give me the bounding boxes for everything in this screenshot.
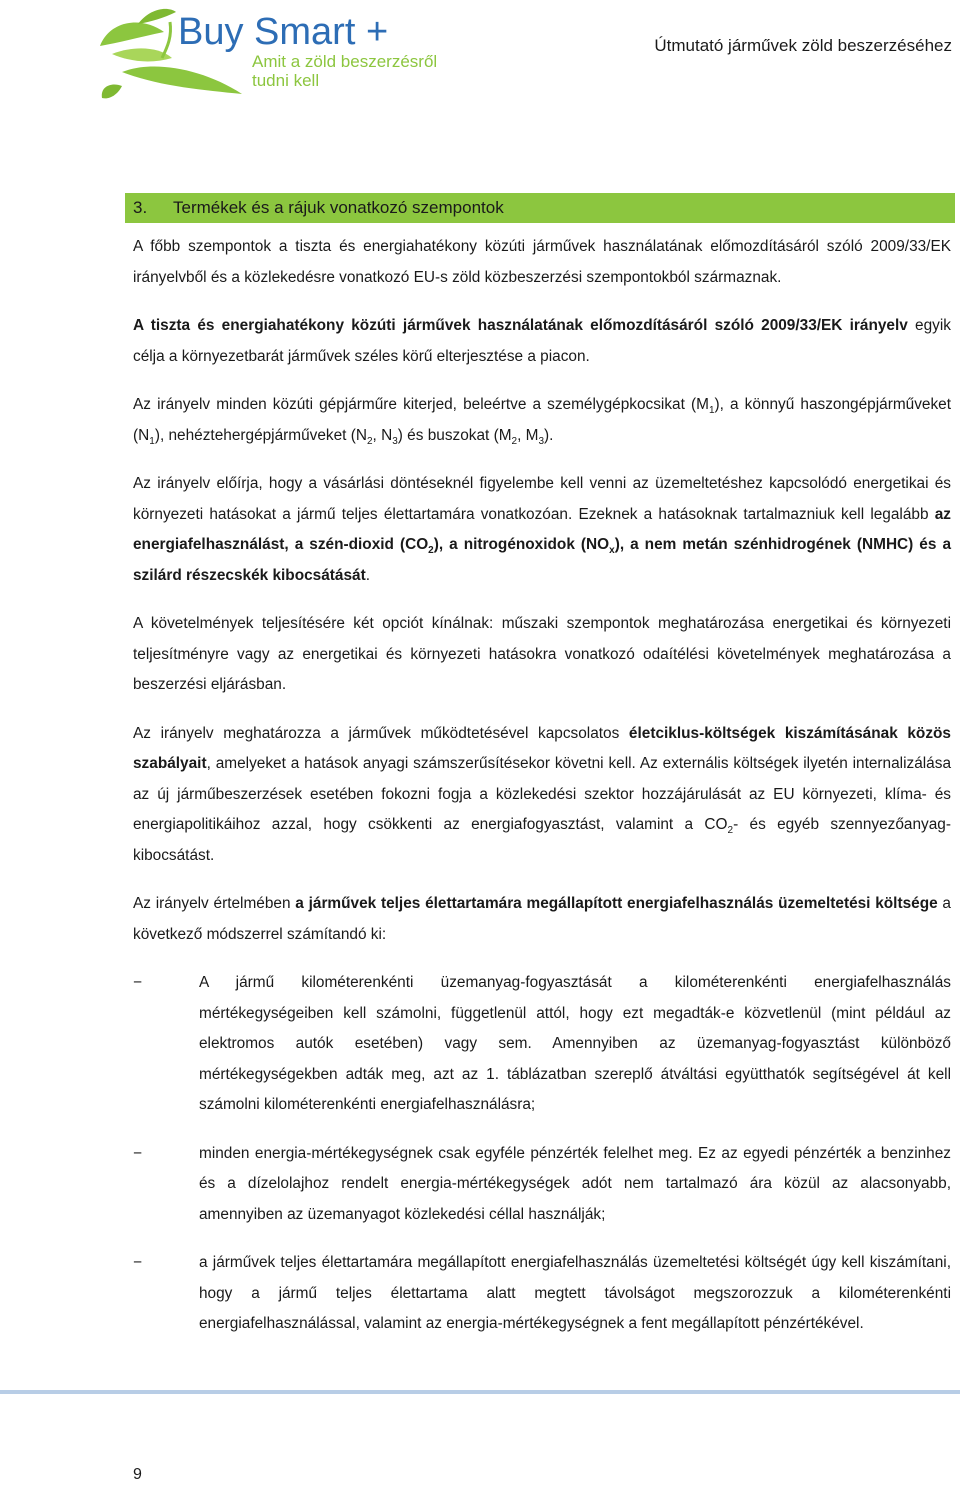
- section-number: 3.: [133, 198, 148, 217]
- page-number: 9: [133, 1466, 142, 1483]
- method-list: [133, 968, 951, 1340]
- text-run: Az irányelv meghatározza a járművek működtetésével kapcsolatos: [133, 724, 629, 742]
- list-item: [133, 968, 951, 1121]
- text-run: Az irányelv minden közúti gépjárműre kiterjed, beleértve a személygépkocsikat (M: [133, 396, 709, 413]
- text-run: ), a könnyű haszongépjárműveket (N: [133, 396, 951, 444]
- paragraph-directive-goal: [133, 311, 951, 372]
- text-run: ).: [544, 426, 554, 444]
- subscript: 3: [392, 435, 398, 447]
- paragraph-lifecycle-costs: [133, 719, 951, 872]
- text-run: az energiafelhasználást, a szén-dioxid (CO: [133, 505, 951, 553]
- text-run: .: [365, 566, 370, 584]
- list-item-text: A jármű kilométerenkénti üzemanyag-fogyasztását a kilométerenkénti energiafelhasználás mértékegységeiben kell számolni, függetlenül attól, hogy ezt megadták-e közvetlenül (mint például az elektromos autók esetében) vagy sem. Amennyiben az üzemanyag-fogyasztást különböző mértékegységekben adták meg, azt az 1. táblázatban szereplő átváltási együtthatók segítségével át kell számolni kilométerenkénti energiafelhasználásra;: [199, 974, 951, 1113]
- directive-goal-text: egyik célja a környezetbarát járművek széles körű elterjesztése a piacon.: [133, 317, 951, 365]
- logo-title: Buy Smart +: [178, 11, 389, 53]
- paragraph-impacts: [133, 469, 951, 591]
- subscript: 1: [149, 435, 155, 447]
- body-text: [133, 232, 951, 1358]
- section-title: Termékek és a rájuk vonatkozó szempontok: [173, 198, 504, 217]
- directive-name: A tiszta és energiahatékony közúti járművek használatának előmozdításáról szóló 2009/33/EK irányelv: [133, 317, 908, 334]
- subscript: 2: [366, 435, 373, 447]
- subscript: 2: [727, 825, 734, 837]
- text-run: ), a nitrogénoxidok (NO: [433, 536, 610, 553]
- list-item-text: a járművek teljes élettartamára megállapított energiafelhasználás üzemeltetési költségét úgy kell kiszámítani, hogy a jármű teljes élettartama alatt megtett távolságot megszorozzuk a kilométerenkénti energiafelhasználással, valamint az energia-mértékegységnek a fent megállapított pénzértékével.: [199, 1254, 951, 1332]
- subscript: 1: [708, 405, 715, 417]
- subscript: x: [609, 545, 615, 557]
- paragraph-options: A követelmények teljesítésére két opciót kínálnak: műszaki szempontok meghatározása energetikai és környezeti teljesítményre vagy az energetikai és környezeti hatásokra vonatkozó odaítélési követelmények meghatározása a beszerzési eljárásban.: [133, 615, 951, 693]
- text-run: ), nehéztehergépjárműveket (N: [154, 426, 367, 444]
- text-run: , N: [372, 426, 393, 444]
- buy-smart-logo: [92, 2, 452, 112]
- section-heading: [125, 193, 955, 223]
- list-item: [133, 1248, 951, 1340]
- text-run: , M: [517, 426, 539, 444]
- list-item-text: minden energia-mértékegységnek csak egyféle pénzérték felelhet meg. Ez az egyedi pénzérték a benzinhez és a dízelolajhoz rendelt energia-mértékegységek adót nem tartalmazó ára közül az alacsonyabb, amennyiben az üzemanyagot közlekedési céllal használják;: [199, 1144, 951, 1223]
- text-run: ) és buszokat (M: [397, 426, 512, 444]
- list-item: [133, 1139, 951, 1231]
- paragraph-sources: A főbb szempontok a tiszta és energiahatékony közúti járművek használatának előmozdításáról szóló 2009/33/EK irányelvből és a közlekedésre vonatkozó EU-s zöld közbeszerzési szempontokból származnak.: [133, 238, 951, 286]
- text-run: ), a nem metán szénhidrogének (NMHC) és a szilárd részecskék kibocsátását: [133, 536, 952, 584]
- paragraph-operating-cost: [133, 889, 951, 950]
- dash-marker: −: [133, 974, 142, 991]
- text-run: - és egyéb szennyezőanyag-kibocsátást.: [133, 816, 951, 864]
- paragraph-vehicle-scope: [133, 390, 951, 451]
- document-title: Útmutató járművek zöld beszerzéséhez: [654, 36, 952, 55]
- text-run: a következő módszerrel számítandó ki:: [133, 895, 951, 943]
- text-run: , amelyeket a hatások anyagi számszerűsítésekor követni kell. Az externális költségek ilyetén internalizálása az új járműbeszerzések esetében fokozni fogja a közlekedési szektor hozzájárulását az EU környezeti, klíma- és energiapolitikáihoz azzal, hogy csökkenti az energiafogyasztást, valamint a CO: [133, 755, 951, 833]
- dash-marker: −: [133, 1254, 142, 1271]
- emphasis: a járművek teljes élettartamára megállapított energiafelhasználás üzemeltetési költsége: [295, 895, 938, 912]
- subscript: 2: [511, 435, 518, 447]
- footer-divider: [0, 1390, 960, 1394]
- logo-subtitle: Amit a zöld beszerzésről tudni kell: [252, 52, 438, 90]
- emphasis: életciklus-költségek kiszámításának közös szabályait: [133, 724, 951, 772]
- dash-marker: −: [133, 1144, 142, 1162]
- text-run: Az irányelv előírja, hogy a vásárlási döntéseknél figyelembe kell venni az üzemeltetéshez kapcsolódó energetikai és környezeti hatásokat a jármű teljes élettartamára vonatkozóan. Ezeknek a hatásoknak tartalmazniuk kell legalább: [133, 475, 951, 523]
- subscript: 3: [538, 435, 545, 447]
- text-run: Az irányelv értelmében: [133, 895, 296, 912]
- subscript: 2: [428, 545, 434, 557]
